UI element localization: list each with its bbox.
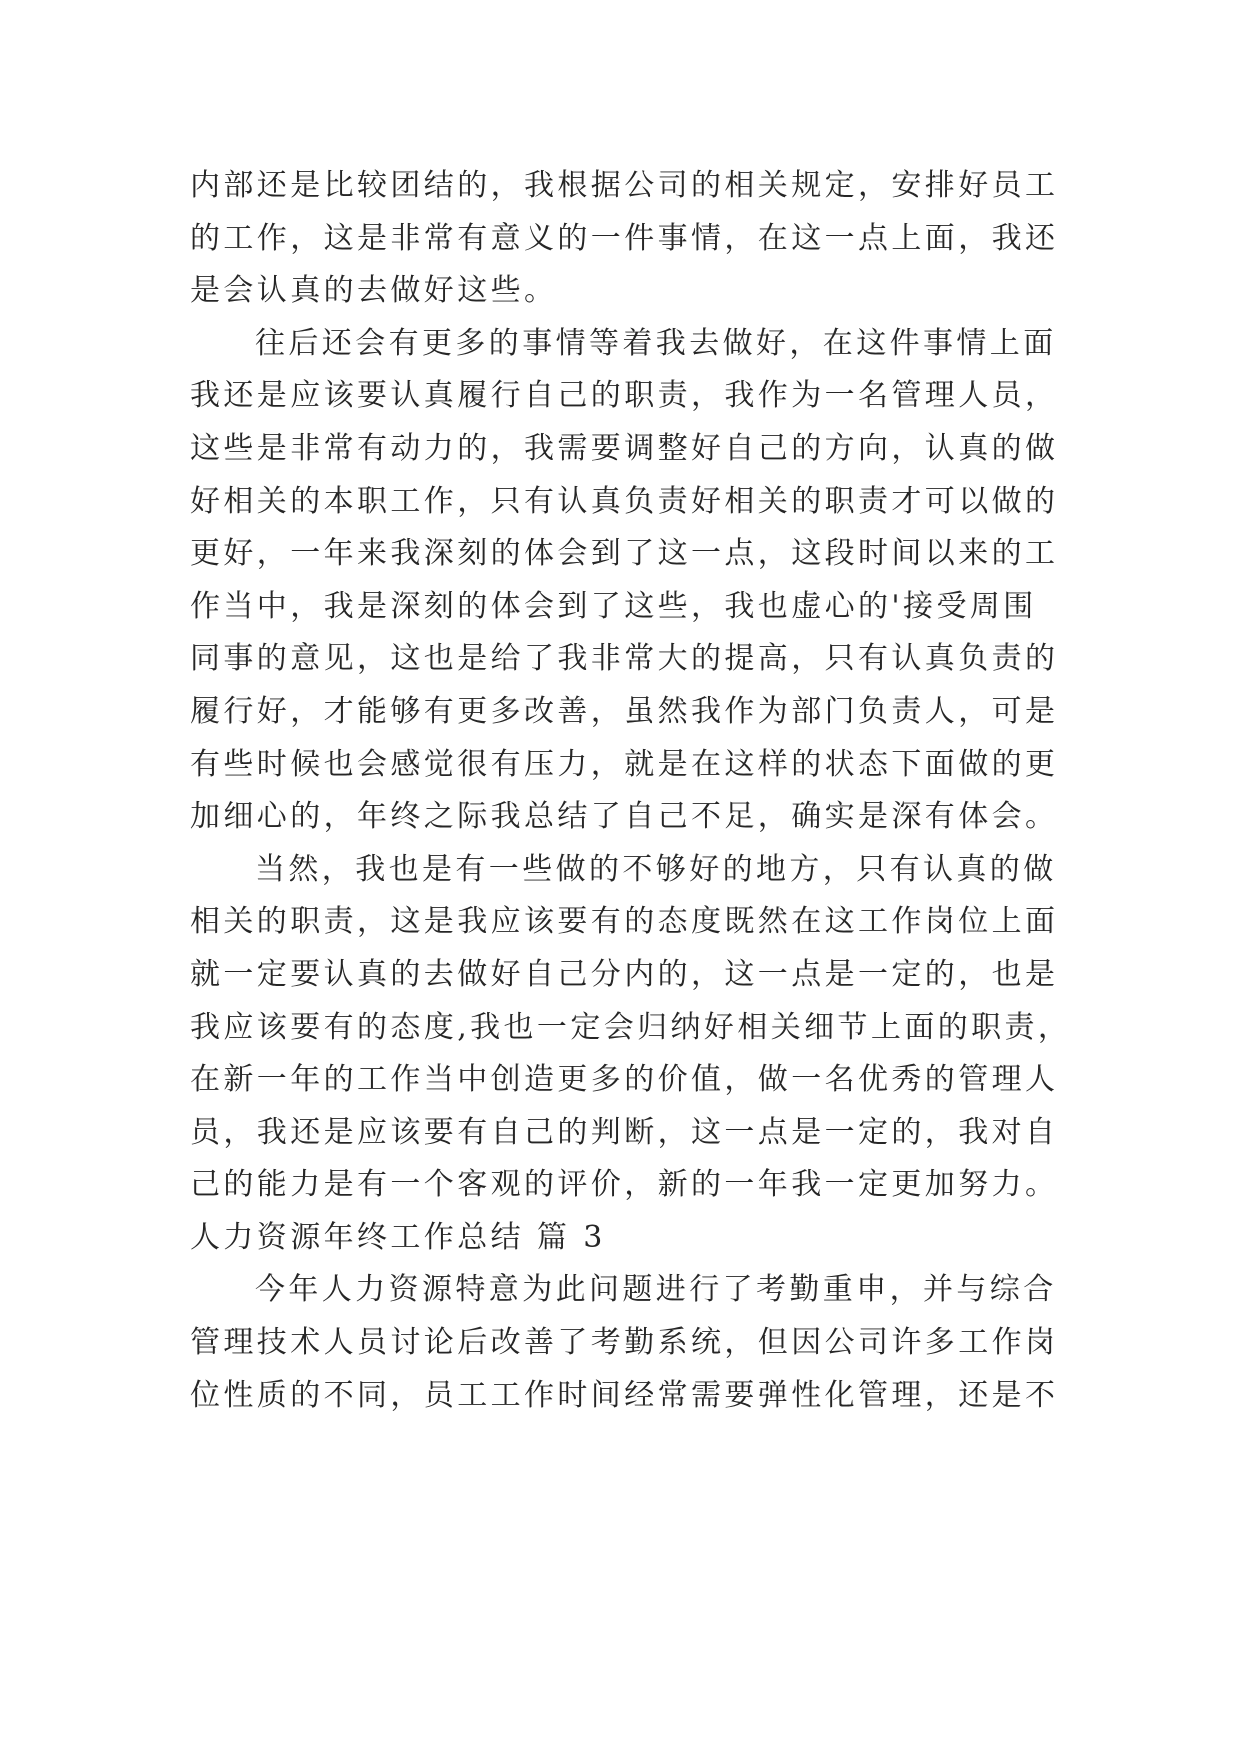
- paragraph-first-line: 往后还会有更多的事情等着我去做好，在这件事情上面: [255, 325, 1057, 361]
- paragraph-first-line: 今年人力资源特意为此问题进行了考勤重申，并与综合: [255, 1272, 1057, 1308]
- paragraph-first-line: 当然，我也是有一些做的不够好的地方，只有认真的做: [255, 851, 1057, 887]
- text-line: 同事的意见，这也是给了我非常大的提高，只有认真负责的: [190, 641, 1059, 677]
- text-line: 我还是应该要认真履行自己的职责，我作为一名管理人员，: [190, 378, 1059, 414]
- text-line: 是会认真的去做好这些。: [190, 273, 558, 309]
- text-line: 好相关的本职工作，只有认真负责好相关的职责才可以做的: [190, 483, 1059, 519]
- text-line: 加细心的，年终之际我总结了自己不足，确实是深有体会。: [190, 799, 1059, 835]
- section-heading: 人力资源年终工作总结 篇 3: [190, 1219, 606, 1255]
- text-line: 就一定要认真的去做好自己分内的，这一点是一定的，也是: [190, 956, 1059, 992]
- text-line: 位性质的不同，员工工作时间经常需要弹性化管理，还是不: [190, 1377, 1059, 1413]
- text-line: 管理技术人员讨论后改善了考勤系统，但因公司许多工作岗: [190, 1325, 1059, 1361]
- text-line: 这些是非常有动力的，我需要调整好自己的方向，认真的做: [190, 430, 1059, 466]
- text-line: 员，我还是应该要有自己的判断，这一点是一定的，我对自: [190, 1114, 1059, 1150]
- text-line: 作当中，我是深刻的体会到了这些，我也虚心的'接受周围: [190, 588, 1037, 624]
- text-line: 相关的职责，这是我应该要有的态度既然在这工作岗位上面: [190, 904, 1059, 940]
- document-body: [190, 160, 1072, 1422]
- text-line: 在新一年的工作当中创造更多的价值，做一名优秀的管理人: [190, 1062, 1059, 1098]
- text-line: 履行好，才能够有更多改善，虽然我作为部门负责人，可是: [190, 693, 1059, 729]
- text-line: 的工作，这是非常有意义的一件事情，在这一点上面，我还: [190, 220, 1059, 256]
- text-line: 更好，一年来我深刻的体会到了这一点，这段时间以来的工: [190, 536, 1059, 572]
- text-line: 己的能力是有一个客观的评价，新的一年我一定更加努力。: [190, 1167, 1059, 1203]
- text-line: 我应该要有的态度,我也一定会归纳好相关细节上面的职责，: [190, 1009, 1072, 1045]
- text-line: 有些时候也会感觉很有压力，就是在这样的状态下面做的更: [190, 746, 1059, 782]
- text-line: 内部还是比较团结的，我根据公司的相关规定，安排好员工: [190, 168, 1059, 203]
